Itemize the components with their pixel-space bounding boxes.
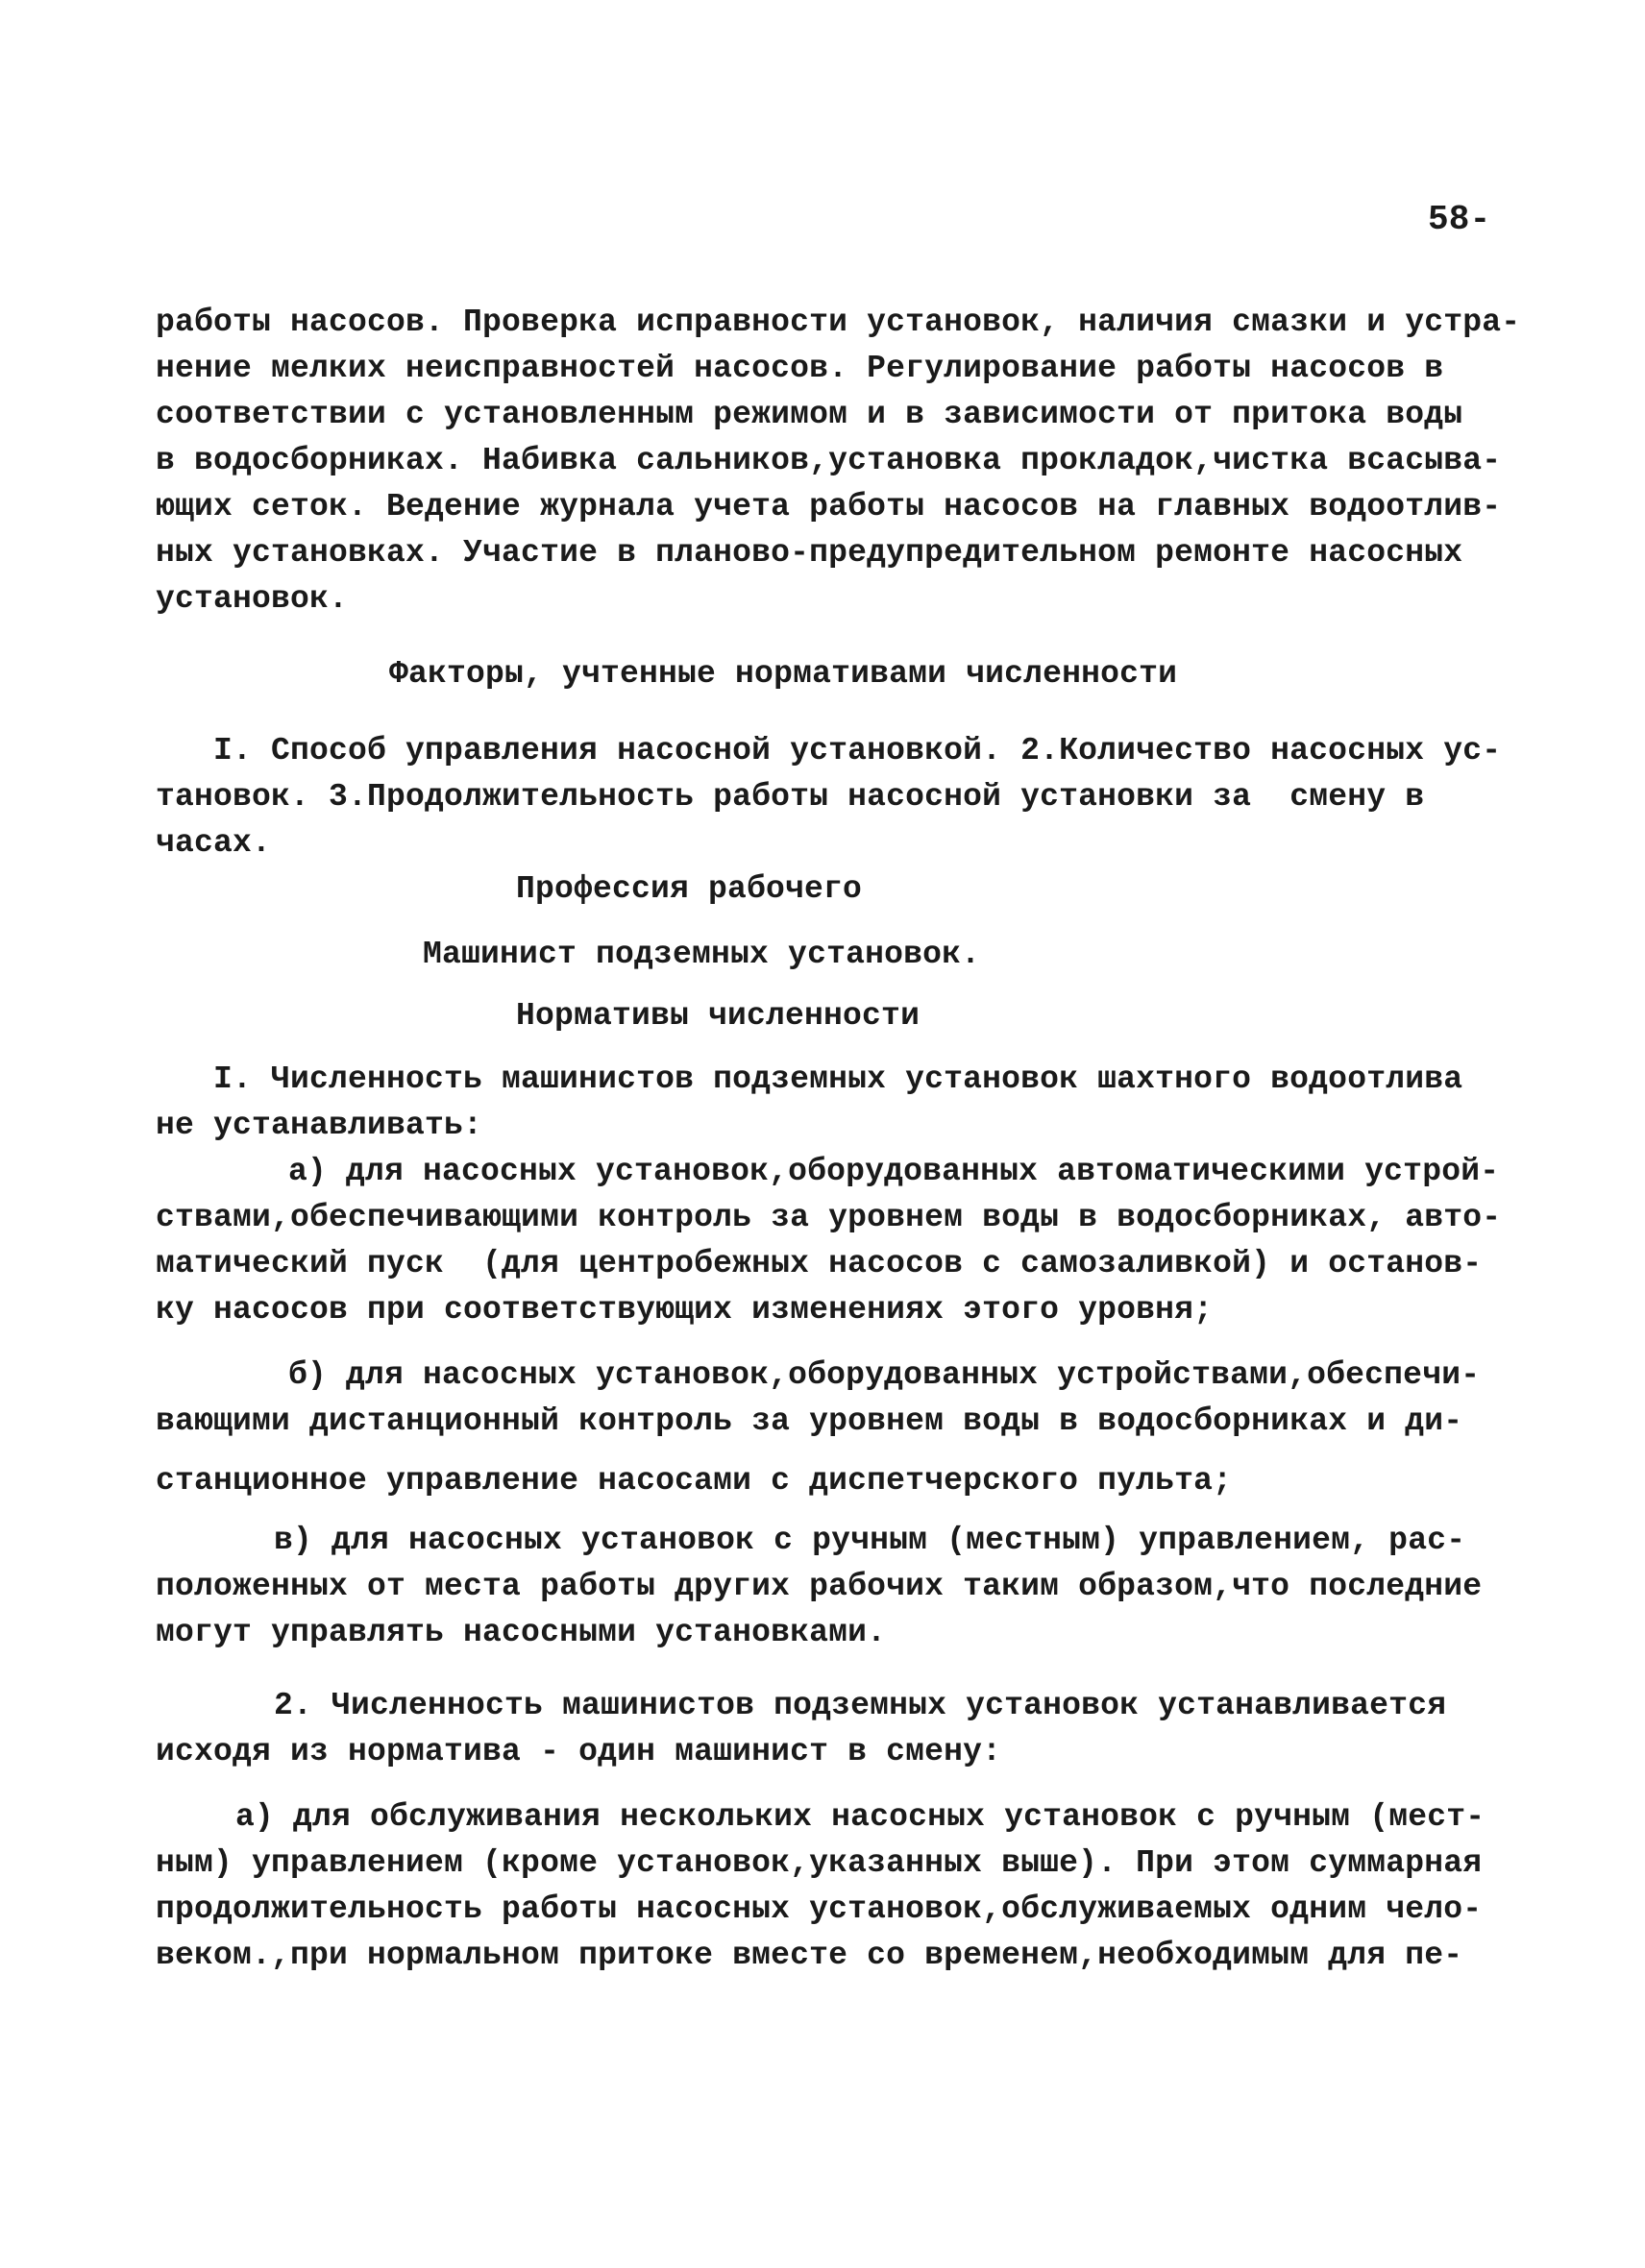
intro-line: установок.: [156, 581, 349, 617]
item-b-line: б) для насосных установок,оборудованных устройствами,обеспечи-: [288, 1357, 1481, 1393]
intro-line: ных установках. Участие в планово-предупредительном ремонте насосных: [156, 535, 1463, 571]
item-a-line: матический пуск (для центробежных насосов с самозаливкой) и останов-: [156, 1246, 1483, 1281]
item-a-line: ку насосов при соответствующих изменениях этого уровня;: [156, 1292, 1214, 1328]
item-v-line: положенных от места работы других рабочих таким образом,что последние: [156, 1569, 1483, 1604]
factors-line: часах.: [156, 825, 272, 861]
factors-line: I. Способ управления насосной установкой. 2.Количество насосных ус-: [213, 733, 1502, 768]
norm2-a-line: ным) управлением (кроме установок,указанных выше). При этом суммарная: [156, 1845, 1483, 1881]
intro-line: в водосборниках. Набивка сальников,установка прокладок,чистка всасыва-: [156, 443, 1502, 478]
intro-line: ющих сеток. Ведение журнала учета работы насосов на главных водоотлив-: [156, 489, 1502, 524]
item-b-line: вающими дистанционный контроль за уровнем воды в водосборниках и ди-: [156, 1403, 1463, 1439]
factors-line: тановок. 3.Продолжительность работы насосной установки за смену в: [156, 779, 1425, 815]
intro-line: соответствии с установленным режимом и в зависимости от притока воды: [156, 397, 1463, 432]
item-v-line: в) для насосных установок с ручным (местным) управлением, рас-: [274, 1523, 1466, 1558]
norm2-a-line: а) для обслуживания нескольких насосных установок с ручным (мест-: [235, 1799, 1485, 1835]
norm2-line: исходя из норматива - один машинист в смену:: [156, 1734, 1002, 1769]
intro-line: работы насосов. Проверка исправности установок, наличия смазки и устра-: [156, 305, 1521, 340]
norm1-line: I. Численность машинистов подземных установок шахтного водоотлива: [213, 1061, 1463, 1097]
item-a-line: а) для насосных установок,оборудованных автоматическими устрой-: [288, 1154, 1500, 1189]
factors-heading: Факторы, учтенные нормативами численности: [389, 656, 1178, 692]
norms-heading: Нормативы численности: [516, 998, 921, 1034]
intro-line: нение мелких неисправностей насосов. Регулирование работы насосов в: [156, 351, 1444, 386]
norm2-line: 2. Численность машинистов подземных установок устанавливается: [274, 1688, 1447, 1723]
item-v-line: могут управлять насосными установками.: [156, 1615, 887, 1650]
norm2-a-line: продолжительность работы насосных установок,обслуживаемых одним чело-: [156, 1891, 1483, 1927]
profession-name: Машинист подземных установок.: [423, 937, 981, 972]
item-a-line: ствами,обеспечивающими контроль за уровнем воды в водосборниках, авто-: [156, 1200, 1502, 1235]
item-b-line: станционное управление насосами с диспетчерского пульта;: [156, 1463, 1233, 1499]
norm1-line: не устанавливать:: [156, 1108, 483, 1143]
page-number: 58-: [1428, 200, 1491, 239]
profession-heading: Профессия рабочего: [516, 871, 863, 907]
norm2-a-line: веком.,при нормальном притоке вместе со временем,необходимым для пе-: [156, 1938, 1463, 1973]
